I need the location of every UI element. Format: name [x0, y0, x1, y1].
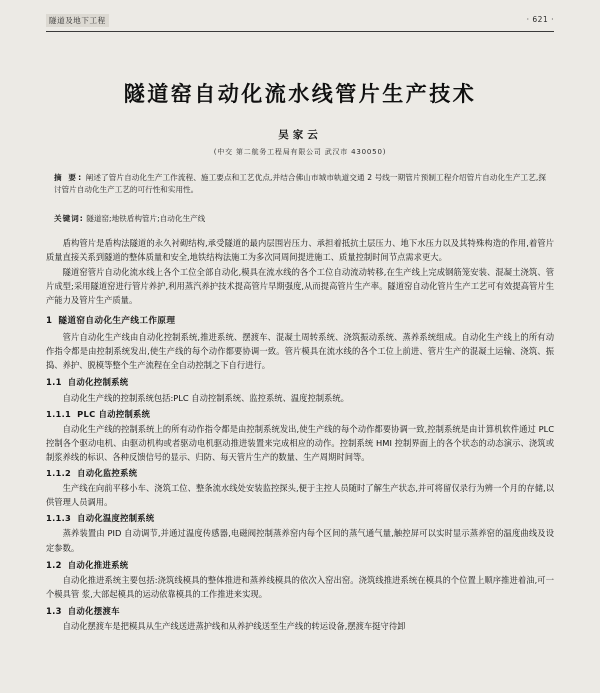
- section-title: 自动化温度控制系统: [77, 513, 155, 524]
- section-number: 1.1: [46, 377, 62, 388]
- author-name: 吴家云: [278, 129, 322, 141]
- section-number: 1.1.2: [46, 468, 72, 479]
- section-heading-1-1-1: [46, 407, 554, 421]
- section-number: 1.1.3: [46, 513, 72, 524]
- section-heading-1-1-3: [46, 511, 554, 525]
- section-number: 1.2: [46, 559, 62, 570]
- section-title: 自动化摆渡车: [67, 606, 120, 617]
- section-paragraph: 蒸养装置由 PID 自动调节,并通过温度传感器,电磁阀控制蒸养窑内每个区间的蒸气通气量,触控屏可以实时显示蒸养窑的温度曲线及设定参数。: [46, 528, 554, 553]
- section-number: 1.1.1: [46, 408, 72, 419]
- running-head-left: 隧道及地下工程: [46, 14, 109, 27]
- page-title: 隧道窑自动化流水线管片生产技术: [123, 81, 477, 106]
- article-body: [46, 236, 554, 635]
- running-head: [46, 14, 554, 32]
- section-heading-1: [46, 314, 554, 329]
- abstract-label: 摘 要:: [54, 173, 84, 182]
- section-paragraph: 自动化生产线的控制系统包括:PLC 自动控制系统、监控系统、温度控制系统。: [62, 392, 349, 403]
- abstract: [54, 172, 546, 197]
- section-paragraph: 管片自动化生产线由自动化控制系统,推进系统、摆渡车、混凝土周转系统、浇筑振动系统、蒸养系统组成。自动化生产线上的所有动作指令都是由控制系统发出,使生产线的每个动作都要协调一致。管片模具在流水线的各个工位上前进、管片生产的混凝土运输、浇筑、振捣、养护、脱模等整个生产流程在全自动控制之下自行进行。: [46, 332, 554, 371]
- section-heading-1-3: [46, 604, 554, 618]
- section-paragraph: 自动化摆渡车是把模具从生产线送进蒸护线和从养护线送至生产线的转运设备,摆渡车挺守待卸: [62, 621, 406, 632]
- section-number: 1: [46, 316, 53, 327]
- section-paragraph: 自动化生产线的控制系统上的所有动作指令都是由控制系统发出,使生产线的每个动作都要协调一致,控制系统是由计算机软件通过 PLC 控制各个驱动电机、由驱动机构或者驱动电机驱动推进装置来完成相应的动作。控制系统 HMI 控制界面上的各个状态的动态演示、浇筑或制浆养线的标识、各种反馈信号的显示、归防、每天管片生产的数量、生产周期时间等。: [46, 423, 554, 463]
- keywords-text: 隧道窑;地铁盾构管片;自动化生产线: [86, 214, 206, 223]
- section-paragraph: 生产线在向前平移小车、浇筑工位、整条流水线处安装监控探头,便于主控人员随时了解生产状态,并可将留仅录行为辨一个月的存储,以供管理人员调用。: [46, 483, 554, 508]
- intro-paragraph: 隧道窑管片自动化流水线上各个工位全部自动化,模具在流水线的各个工位自动流动转移,在生产线上完成钢筋笼安装、混凝土浇筑、管片成型;采用隧道窑进行管片养护,利用蒸汽养护技术提高管片早期强度,从而提高管片生产率。隧道窑自动化管片生产工艺可有效提高管片生产能力及管片生产质量。: [46, 267, 554, 306]
- section-number: 1.3: [46, 606, 62, 617]
- keywords: [54, 213, 546, 225]
- intro-paragraph: 盾构管片是盾构法隧道的永久衬砌结构,承受隧道的最内层围岩压力、承担着抵抗土层压力、地下水压力以及其特殊构造的作用,着管片质量直接关系到隧道的整体质量和安全,地铁结构法施工为多次同周间提进施工、质量控制时间节点需求更大。: [46, 238, 554, 263]
- keywords-label: 关键词:: [54, 214, 84, 223]
- author-affiliation: (中交 第二航务工程局有限公司 武汉市 430050): [213, 148, 387, 156]
- abstract-text: 阐述了管片自动化生产工作流程、施工要点和工艺优点,并结合佛山市城市轨道交通 2 号线一期管片预制工程介绍管片自动化生产工艺,探讨管片自动化生产工艺的可行性和实用性。: [54, 173, 546, 195]
- header-rule: [46, 31, 554, 32]
- section-title: PLC 自动控制系统: [77, 408, 151, 419]
- section-heading-1-1: [46, 375, 554, 389]
- section-title: 隧道窑自动化生产线工作原理: [58, 316, 176, 327]
- page-number: · 621 ·: [526, 15, 554, 24]
- section-heading-1-2: [46, 558, 554, 572]
- section-title: 自动化控制系统: [67, 377, 129, 388]
- section-title: 自动化推进系统: [67, 559, 129, 570]
- section-title: 自动化监控系统: [77, 468, 138, 479]
- section-paragraph: 自动化推进系统主要包括:浇筑线模具的整体推进和蒸养线模具的依次入窑出窑。浇筑线推进系统在模具的个位置上顺序推进着油,可一个模具管 浆,大部起模具的运动依靠模具的工作推进来实现。: [46, 574, 554, 600]
- section-heading-1-1-2: [46, 466, 554, 480]
